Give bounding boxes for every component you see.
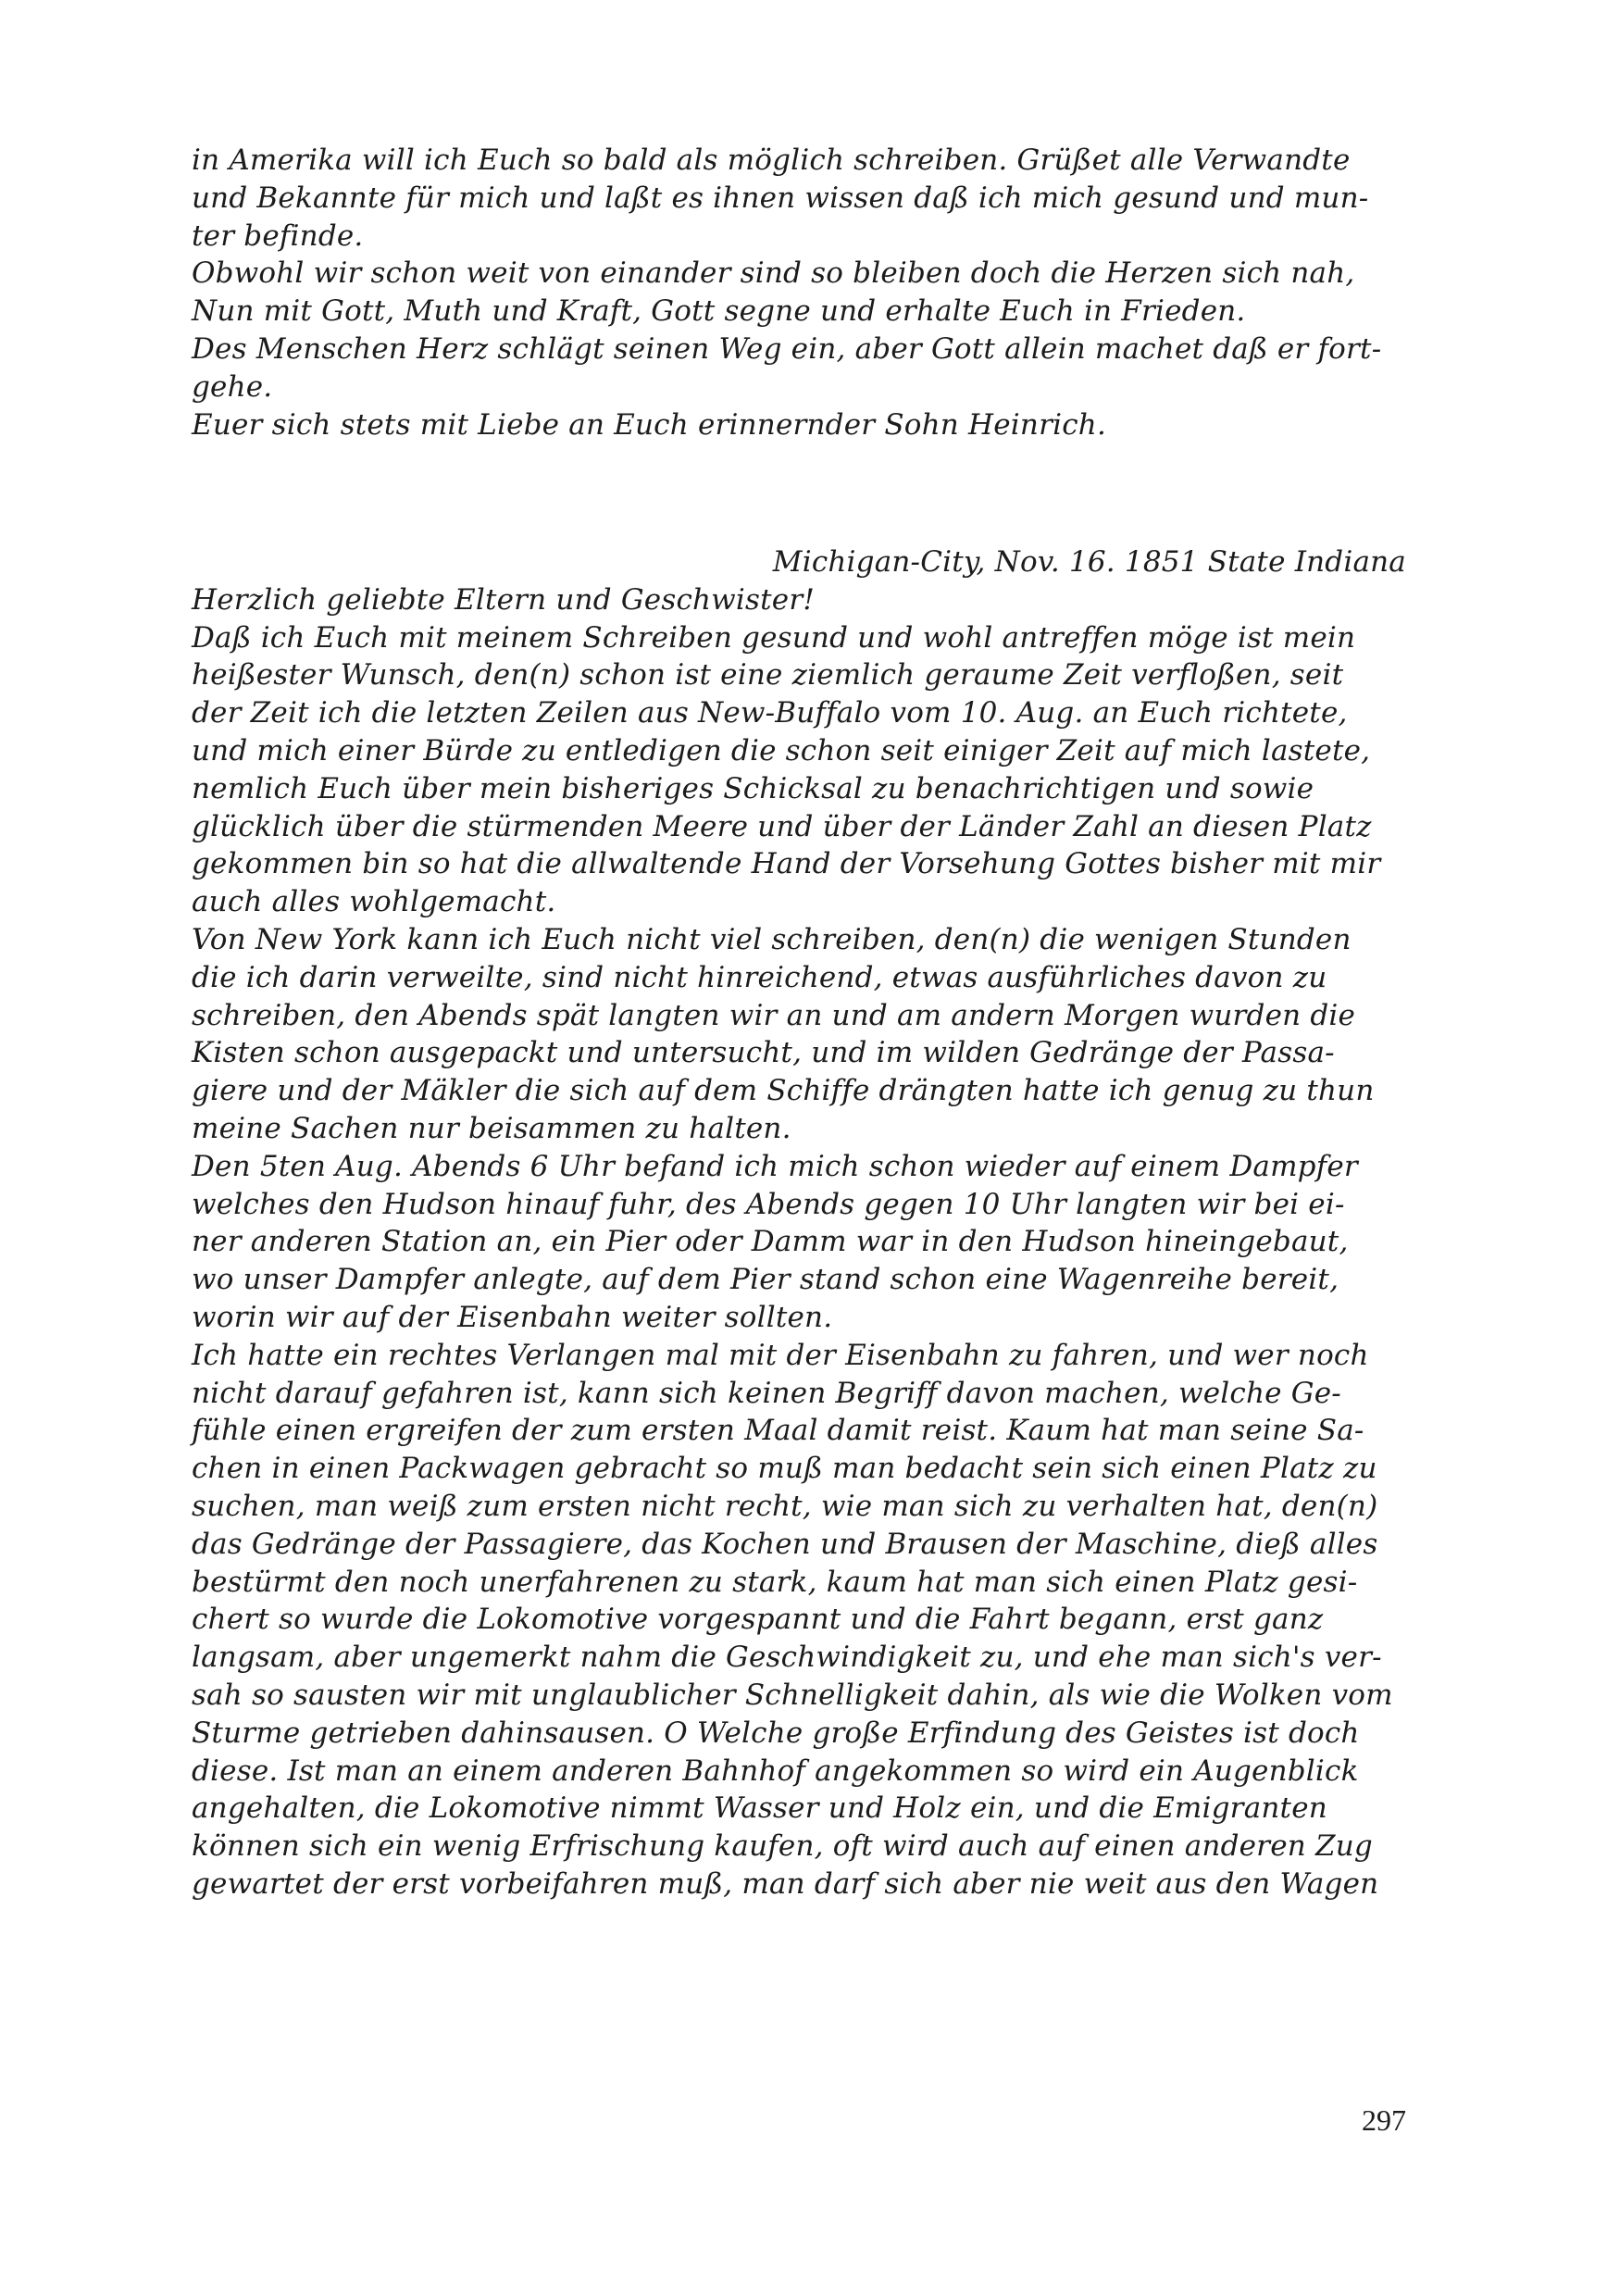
text-line: bestürmt den noch unerfahrenen zu stark, kaum hat man sich einen Platz gesi- [192,1565,1358,1599]
text-line: gekommen bin so hat die allwaltende Hand der Vorsehung Gottes bisher mit mir [192,847,1381,881]
text-line: sah so sausten wir mit unglaublicher Schnelligkeit dahin, als wie die Wolken vom [192,1678,1393,1712]
text-line: worin wir auf der Eisenbahn weiter sollten. [192,1300,833,1334]
text-line: Obwohl wir schon weit von einander sind so bleiben doch die Herzen sich nah, [192,256,1355,291]
text-line: chert so wurde die Lokomotive vorgespannt und die Fahrt begann, erst ganz [192,1603,1324,1637]
text-line: chen in einen Packwagen gebracht so muß man bedacht sein sich einen Platz zu [192,1452,1377,1486]
text-line: Den 5ten Aug. Abends 6 Uhr befand ich mich schon wieder auf einem Dampfer [192,1149,1358,1183]
text-line: langsam, aber ungemerkt nahm die Geschwindigkeit zu, und ehe man sich's ver- [192,1641,1382,1675]
text-line: giere und der Mäkler die sich auf dem Schiffe drängten hatte ich genug zu thun [192,1074,1375,1108]
text-line: diese. Ist man an einem anderen Bahnhof angekommen so wird ein Augenblick [192,1753,1359,1788]
text-line: können sich ein wenig Erfrischung kaufen, oft wird auch auf einen anderen Zug [192,1829,1373,1864]
text-line: und Bekannte für mich und laßt es ihnen wissen daß ich mich gesund und mun- [192,181,1369,215]
text-line: in Amerika will ich Euch so bald als möglich schreiben. Grüßet alle Verwandte [192,144,1351,177]
text-line: ner anderen Station an, ein Pier oder Damm war in den Hudson hineingebaut, [192,1225,1349,1259]
letter-salutation: Herzlich geliebte Eltern und Geschwister! [192,582,816,617]
text-line: glücklich über die stürmenden Meere und über der Länder Zahl an diesen Platz [192,809,1372,843]
text-line: Daß ich Euch mit meinem Schreiben gesund und wohl antreffen möge ist mein [192,620,1356,655]
text-line: fühle einen ergreifen der zum ersten Maal damit reist. Kaum hat man seine Sa- [192,1414,1364,1448]
text-line: die ich darin verweilte, sind nicht hinreichend, etwas ausführliches davon zu [192,960,1327,994]
text-line: Ich hatte ein rechtes Verlangen mal mit der Eisenbahn zu fahren, und wer noch [192,1338,1369,1372]
text-line: heißester Wunsch, den(n) schon ist eine ziemlich geraume Zeit verfloßen, seit [192,658,1344,693]
text-line: der Zeit ich die letzten Zeilen aus New-Buffalo vom 10. Aug. an Euch richtete, [192,696,1348,730]
text-line: ter befinde. [192,218,364,253]
text-line: das Gedränge der Passagiere, das Kochen und Brausen der Maschine, dieß alles [192,1527,1378,1561]
text-line: und mich einer Bürde zu entledigen die schon seit einiger Zeit auf mich lastete, [192,733,1371,767]
text-line: auch alles wohlgemacht. [192,885,556,919]
text-line: nicht darauf gefahren ist, kann sich keinen Begriff davon machen, welche Ge- [192,1376,1341,1410]
text-line: Nun mit Gott, Muth und Kraft, Gott segne und erhalte Euch in Frieden. [192,294,1246,329]
letter-passage [192,543,1406,1903]
signature-line: Euer sich stets mit Liebe an Euch erinnernder Sohn Heinrich. [192,407,1107,442]
text-line: Des Menschen Herz schlägt seinen Weg ein, aber Gott allein machet daß er fort- [192,331,1382,366]
text-line: suchen, man weiß zum ersten nicht recht, wie man sich zu verhalten hat, den(n) [192,1489,1378,1523]
text-line: gewartet der erst vorbeifahren muß, man darf sich aber nie weit aus den Wagen [192,1866,1379,1901]
text-line: Kisten schon ausgepackt und untersucht, und im wilden Gedränge der Passa- [192,1036,1335,1070]
closing-passage [192,142,1406,443]
text-line: meine Sachen nur beisammen zu halten. [192,1111,791,1145]
text-line: welches den Hudson hinauf fuhr, des Abends gegen 10 Uhr langten wir bei ei- [192,1187,1345,1221]
letter-place-date: Michigan-City, Nov. 16. 1851 State Indiana [772,545,1406,579]
page-number: 297 [1362,2103,1406,2137]
text-line: nemlich Euch über mein bisheriges Schicksal zu benachrichtigen und sowie [192,771,1314,805]
text-line: schreiben, den Abends spät langten wir an und am andern Morgen wurden die [192,998,1356,1032]
text-line: gehe. [192,369,273,404]
text-line: Sturme getrieben dahinsausen. O Welche große Erfindung des Geistes ist doch [192,1716,1360,1750]
text-line: angehalten, die Lokomotive nimmt Wasser und Holz ein, und die Emigranten [192,1791,1327,1826]
text-line: wo unser Dampfer anlegte, auf dem Pier stand schon eine Wagenreihe bereit, [192,1263,1339,1297]
text-line: Von New York kann ich Euch nicht viel schreiben, den(n) die wenigen Stunden [192,922,1352,956]
